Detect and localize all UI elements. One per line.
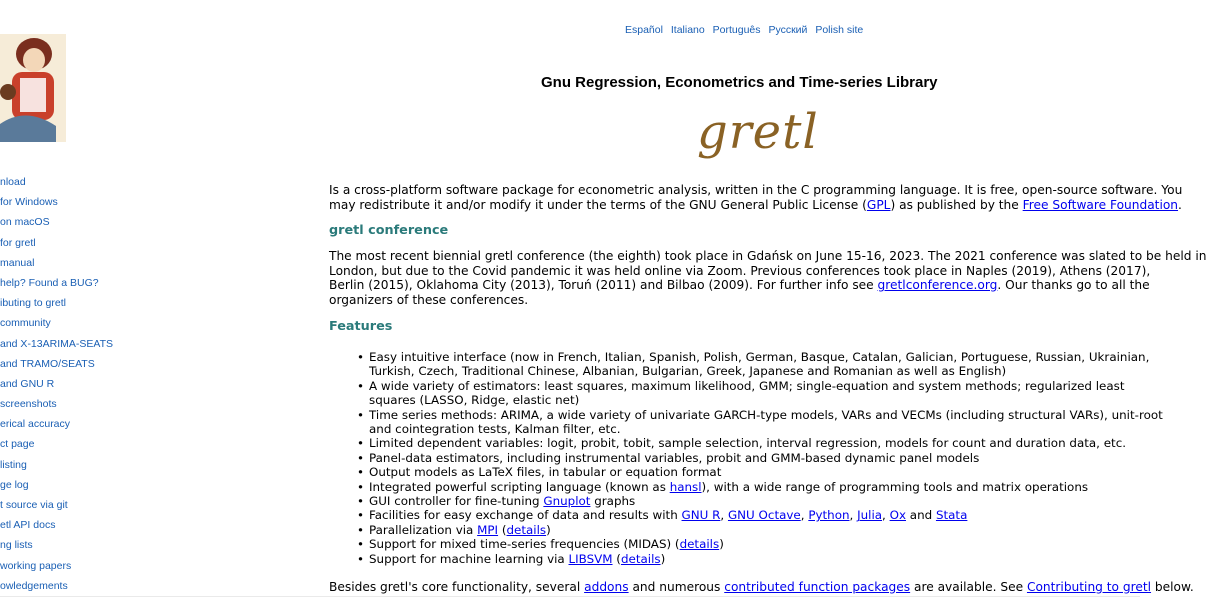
sidebar-item [0, 455, 113, 475]
sidebar-item [0, 334, 113, 354]
sidebar-link[interactable]: help? Found a BUG? [0, 276, 99, 289]
feature-item: • Easy intuitive interface (now in French, Italian, Spanish, Polish, German, Basque, Catalan, Galician, Portuguese, Russian, Ukrainian, Turkish, Czech, Traditional Chinese, Albanian, Bulgarian, Greek, Japanese and Romanian as well as English) [357, 350, 1163, 379]
feature-item: • GUI controller for fine-tuning Gnuplot graphs [357, 494, 1163, 508]
feature-item: • Time series methods: ARIMA, a wide variety of univariate GARCH-type models, VARs and VECMs (including structural VARs), unit-root and cointegration tests, Kalman filter, etc. [357, 408, 1163, 437]
sidebar-link[interactable]: on macOS [0, 216, 50, 229]
sidebar-link[interactable]: etl API docs [0, 519, 56, 532]
intro-paragraph [329, 183, 1183, 212]
sidebar-link[interactable]: erical accuracy [0, 418, 71, 431]
lang-link-portugues[interactable]: Português [712, 24, 761, 36]
gretl-logo: gretl [697, 104, 819, 160]
features-heading: Features [329, 319, 393, 334]
julia-link[interactable]: Julia [857, 508, 883, 523]
sidebar-link[interactable]: owledgements [0, 579, 68, 592]
intro-text: ) as published by the [890, 197, 1023, 212]
sidebar-item [0, 313, 113, 333]
sidebar-link[interactable]: t source via git [0, 499, 68, 511]
intro-line [329, 197, 1182, 213]
feature-item: • Support for machine learning via LIBSVM (details) [357, 552, 1163, 566]
sidebar-item [0, 293, 113, 313]
sidebar-link[interactable]: ct page [0, 438, 35, 451]
sidebar-link[interactable]: and GNU R [0, 377, 55, 390]
sidebar-link[interactable]: listing [0, 458, 27, 471]
libsvm-details-link[interactable]: details [620, 551, 661, 566]
sidebar-item [0, 273, 113, 293]
sidebar-item [0, 515, 113, 535]
gretlconference-link[interactable]: gretlconference.org [877, 278, 998, 293]
sidebar-link[interactable]: nload [0, 176, 26, 188]
gretl-mascot-image [0, 34, 66, 142]
sidebar-item [0, 556, 113, 576]
ox-link[interactable]: Ox [889, 508, 906, 523]
hansl-link[interactable]: hansl [669, 479, 702, 494]
sidebar-item [0, 374, 113, 394]
midas-details-link[interactable]: details [679, 537, 720, 552]
conference-line [329, 278, 1159, 293]
sidebar-item [0, 354, 113, 374]
sidebar-link[interactable]: for gretl [0, 236, 36, 249]
mpi-link[interactable]: MPI [477, 522, 499, 537]
sidebar-item [0, 475, 113, 495]
conference-text: . Our thanks go to all the [997, 278, 1150, 293]
sidebar-item [0, 172, 113, 192]
conference-heading: gretl conference [329, 223, 449, 238]
features-list [357, 350, 1163, 566]
feature-item: • Limited dependent variables: logit, probit, tobit, sample selection, interval regression, models for count and duration data, etc. [357, 436, 1163, 450]
sidebar-link[interactable]: and TRAMO/SEATS [0, 357, 95, 370]
language-links [625, 24, 868, 36]
fsf-link[interactable]: Free Software Foundation [1022, 197, 1179, 212]
stata-link[interactable]: Stata [935, 508, 968, 523]
contributing-link[interactable]: Contributing to gretl [1026, 580, 1152, 594]
sidebar-link[interactable]: ge log [0, 478, 29, 491]
sidebar-link[interactable]: manual [0, 256, 35, 269]
feature-item: • Facilities for easy exchange of data and results with GNU R, GNU Octave, Python, Julia, Ox and Stata [357, 508, 1163, 522]
conference-paragraph [329, 249, 1206, 307]
lang-link-italiano[interactable]: Italiano [670, 24, 705, 36]
addons-link[interactable]: addons [584, 580, 629, 594]
lang-link-polish-site[interactable]: Polish site [815, 24, 864, 36]
addons-paragraph: Besides gretl's core functionality, several addons and numerous contributed function packages are available. See Contributing to gretl below. [329, 580, 1194, 594]
feature-item: • Output models as LaTeX files, in tabular or equation format [357, 465, 1163, 479]
feature-item: • Support for mixed time-series frequencies (MIDAS) (details) [357, 537, 1163, 551]
sidebar-item [0, 253, 113, 273]
sidebar-nav [0, 172, 113, 596]
sidebar-item [0, 576, 113, 596]
sidebar-item [0, 192, 113, 212]
contributed-packages-link[interactable]: contributed function packages [724, 580, 911, 594]
intro-text: may redistribute it and/or modify it under the terms of the GNU General Public License ( [329, 197, 867, 212]
sidebar-link[interactable]: ibuting to gretl [0, 297, 66, 310]
lang-link-russian[interactable]: Русский [768, 24, 808, 36]
gpl-link[interactable]: GPL [866, 197, 891, 212]
conference-line: organizers of these conferences. [329, 292, 529, 307]
sidebar-link[interactable]: for Windows [0, 196, 58, 209]
sidebar-item [0, 233, 113, 253]
sidebar [0, 0, 160, 600]
sidebar-link[interactable]: ng lists [0, 539, 33, 552]
feature-item: • Panel-data estimators, including instrumental variables, probit and GMM-based dynamic panel models [357, 451, 1163, 465]
feature-item: • A wide variety of estimators: least squares, maximum likelihood, GMM; single-equation and system methods; regularized least squares (LASSO, Ridge, elastic net) [357, 379, 1163, 408]
sidebar-link[interactable]: screenshots [0, 398, 57, 411]
mpi-details-link[interactable]: details [506, 522, 547, 537]
sidebar-item [0, 495, 113, 515]
intro-text: . [1178, 197, 1182, 212]
divider [0, 596, 1140, 597]
conference-text: Berlin (2015), Oklahoma City (2013), Toruń (2011) and Bilbao (2009). For further info see [329, 278, 878, 293]
lang-link-espanol[interactable]: Español [625, 24, 663, 36]
gnuplot-link[interactable]: Gnuplot [543, 494, 591, 509]
sidebar-link[interactable]: community [0, 317, 51, 330]
libsvm-link[interactable]: LIBSVM [568, 551, 613, 566]
conference-line: The most recent biennial gretl conference (the eighth) took place in Gdańsk on June 15-16, 2023. The 2021 conference was slated to be held in [329, 249, 1206, 263]
sidebar-item [0, 535, 113, 555]
intro-line: Is a cross-platform software package for econometric analysis, written in the C programming language. It is free, open-source software. You [329, 183, 1183, 197]
sidebar-link[interactable]: and X-13ARIMA-SEATS [0, 337, 114, 350]
sidebar-link[interactable]: working papers [0, 559, 72, 572]
feature-item: • Parallelization via MPI (details) [357, 523, 1163, 537]
sidebar-item [0, 414, 113, 434]
conference-line: London, but due to the Covid pandemic it was held online via Zoom. Previous conferences took place in Naples (2019), Athens (2017), [329, 263, 1151, 278]
feature-item: • Integrated powerful scripting language (known as hansl), with a wide range of programming tools and matrix operations [357, 480, 1163, 494]
main-content [329, 0, 1206, 600]
sidebar-item [0, 434, 113, 454]
gnu-r-link[interactable]: GNU R [681, 508, 721, 523]
page-title: Gnu Regression, Econometrics and Time-series Library [541, 74, 938, 91]
python-link[interactable]: Python [808, 508, 850, 523]
gnu-octave-link[interactable]: GNU Octave [727, 508, 801, 523]
sidebar-item [0, 394, 113, 414]
sidebar-item [0, 212, 113, 232]
